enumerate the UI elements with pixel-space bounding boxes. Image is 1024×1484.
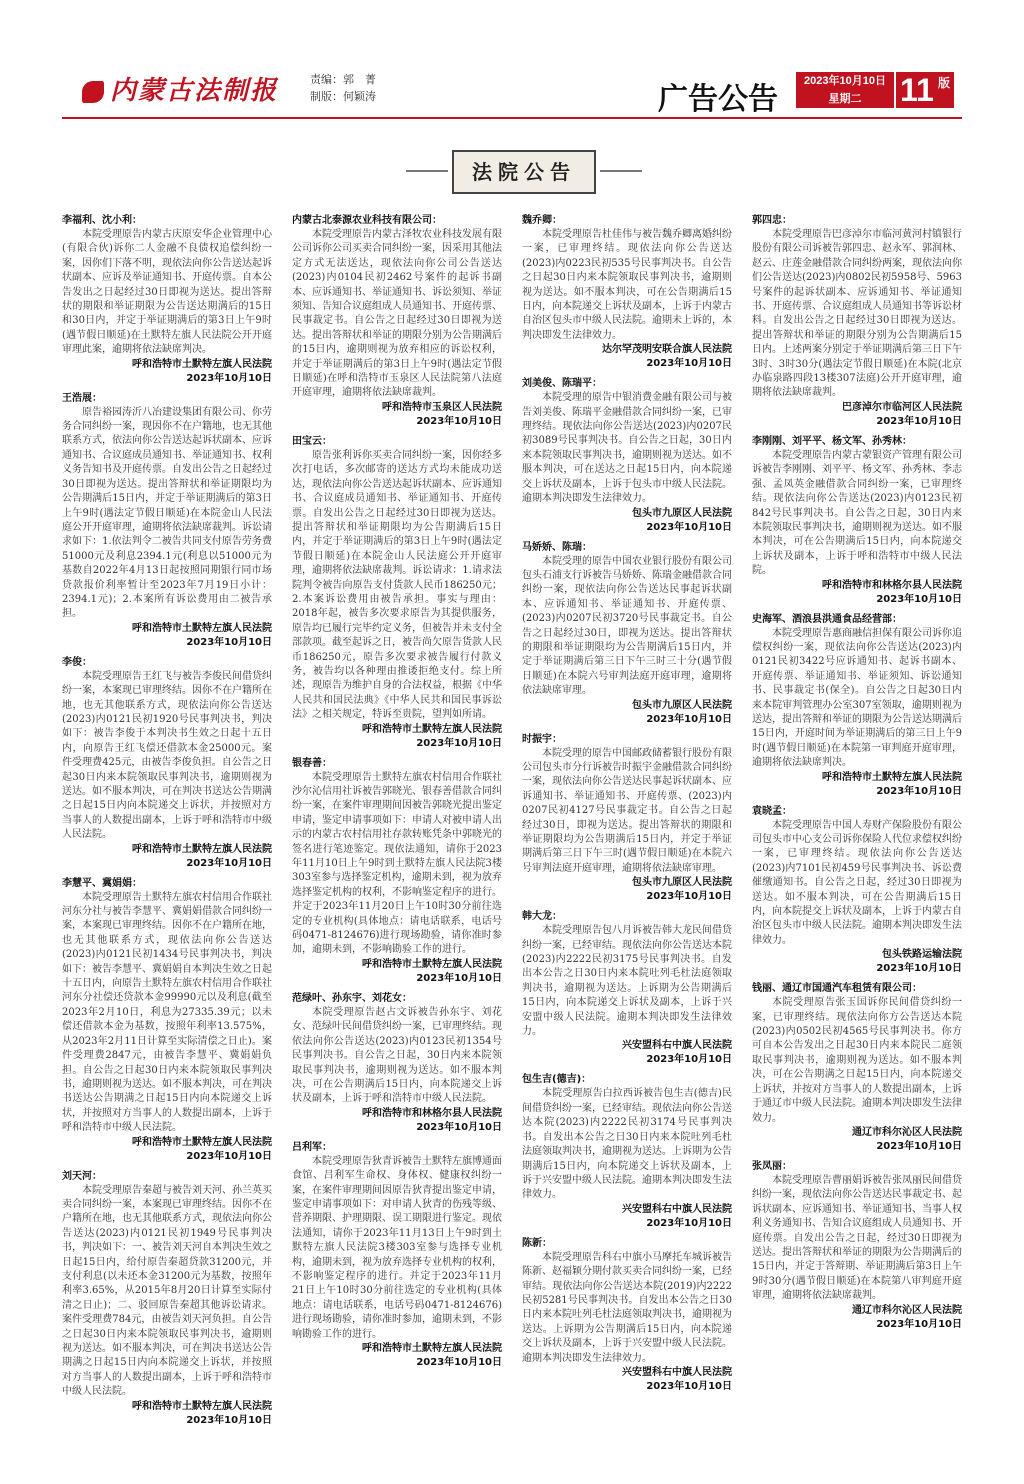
column-3	[522, 214, 732, 1464]
notice-party: 时振宇：	[522, 733, 562, 745]
date-box	[796, 72, 894, 108]
notice-date: 2023年10月10日	[416, 972, 502, 984]
notice-body: 本院受理原告王红飞与被告李俊民间借贷纠纷一案，本案现已审理终结。因你不在户籍所在地，也无其他联系方式，现依法向你公告送达(2023)内0121民初1920号民事判决书，判决如下：被告李俊于本判决书生效之日起十五日内，向原告王红飞偿还借款本金25000元。案件受理费425元，由被告李俊负担。自公告之日起30日内来本院领取民事判决书，逾期则视为送达。如不服本判决，可在判决书送达公告期满之日起15日内向本院递交上诉状，并按照对方当事人的人数提出副本，上诉于呼和浩特市中级人民法院。	[62, 670, 272, 841]
notice-body: 本院受理原告白拉西诉被告包生吉(德吉)民间借贷纠纷一案，已经审结。现依法向你公告送达本院(2023)内2222民初3174号民事判决书。自发出本公告之日30日内来本院吐列毛杜法庭领取判决书，逾期视为送达。上诉期为公告期满后15日内，向本院递交上诉状及副本，上诉于兴安盟中级人民法院。逾期本判决即发生法律效力。	[522, 1088, 732, 1201]
notice-court: 呼和浩特市和林格尔县人民法院	[822, 579, 962, 591]
notice-party: 史海军、酒浪县洪通食品经营部：	[752, 613, 902, 625]
notice-body: 本院受理原告狄青诉被告土默特左旗博通面食馆、吕利军生命权、身体权、健康权纠纷一案，在案件审理期间因原告狄青提出鉴定申请，鉴定申请事项如下：对申请人狄青的伤残等级、营养期限、护理期限、误工期限进行鉴定。现依法通知，请你于2023年11月13日上午9时到土默特左旗人民法院3楼303室参与选择专业机构，逾期未到，视为放弃选择专业机构的权利，不影响鉴定程序的进行。并定于2023年11月21日上午10时30分前往选定的专业机构(具体地点：请电话联系，电话号码0471-8124676)进行现场勘验，请你准时参加，逾期未到，不影响勘验工作的进行。	[292, 1155, 502, 1340]
court-notice	[62, 1170, 272, 1428]
court-notice	[522, 377, 732, 534]
notice-date: 2023年10月10日	[646, 1054, 732, 1066]
notice-party: 钱丽、通辽市国通汽车租赁有限公司：	[752, 983, 922, 995]
notice-date: 2023年10月10日	[646, 891, 732, 903]
court-notice	[292, 992, 502, 1135]
court-notice	[292, 1141, 502, 1370]
court-notice	[522, 910, 732, 1067]
notice-date: 2023年10月10日	[186, 372, 272, 384]
header-divider	[62, 117, 962, 119]
notice-date: 2023年10月10日	[186, 1150, 272, 1162]
notice-party: 李刚刚、刘平平、杨文军、孙秀林：	[752, 435, 912, 447]
editor-line: 责编：郭 菁	[310, 74, 376, 86]
court-notice	[292, 757, 502, 986]
section-banner: 法院公告	[452, 150, 596, 194]
notice-party: 王浩展：	[62, 392, 102, 404]
court-notice	[62, 392, 272, 650]
court-notice	[522, 1237, 732, 1394]
logo-emblem-icon	[82, 81, 104, 103]
section-title: 广告公告	[658, 82, 778, 117]
notice-court: 呼和浩特市土默特左旗人民法院	[132, 622, 272, 634]
notice-body: 本院受理的原告中银消费金融有限公司与被告刘美俊、陈瑞平金融借款合同纠纷一案，已审理终结。现依法向你公告送达(2023)内0207民初3089号民事判决书。自公告之日起，30日内来本院领取民事判决书，逾期则视为送达。如不服本判决，可在送达之日起15日内，向本院递交上诉状及副本，上诉于包头市中级人民法院。逾期本判决即发生法律效力。	[522, 392, 732, 505]
notice-party: 郭四忠：	[752, 215, 792, 226]
notice-court: 呼和浩特市土默特左旗人民法院	[132, 1136, 272, 1148]
notice-date: 2023年10月10日	[876, 415, 962, 427]
notice-body: 本院受理原告秦超与被告刘天河、孙兰英买卖合同纠纷一案，本案现已审理终结。因你不在户籍所在地，也无其他联系方式，现依法向你公告送达(2023)内0121民初1949号民事判决书，判决如下：一、被告刘天河自本判决生效之日起15日内，给付原告秦超贷款31200元，并支付利息(以未还本金31200元为基数，按照年利率3.65%，从2015年8月20日计算至实际付清之日止)；二、驳回原告秦超其他诉讼请求。案件受理费784元，由被告刘天河负担。自公告之日起30日内来本院领取民事判决书，逾期则视为送达。如不服本判决，可在判决书送达公告期满之日起15日内向本院递交上诉状，并按照对方当事人的人数提出副本，上诉于呼和浩特市中级人民法院。	[62, 1184, 272, 1398]
notice-party: 李慧平、冀娟娟：	[62, 877, 142, 889]
notice-body: 本院受理原告内蒙古蒙银资产管理有限公司诉被告李刚刚、刘平平、杨文军、孙秀林、李志强、孟凤英金融借款合同纠纷一案，已审理终结。现依法向你公告送达(2023)内0123民初842号民事判决书。自公告之日起，30日内来本院领取民事判决书，逾期则视为送达。如不服本判决，可在公告期满后15日内，向本院递交上诉状及副本，上诉于呼和浩特市中级人民法院。	[752, 449, 962, 577]
page-suffix: 版	[938, 76, 951, 90]
notice-party: 张凤丽：	[752, 1160, 792, 1172]
notice-court: 包头铁路运输法院	[882, 949, 962, 961]
notice-date: 2023年10月10日	[876, 593, 962, 605]
notice-date: 2023年10月10日	[416, 415, 502, 427]
notice-body: 本院受理原告科右中旗小马摩托车城诉被告陈新、赵福颖分期付款买卖合同纠纷一案，已经审结。现依法向你公告送达本院(2019)内2222民初5281号民事判决书。自发出本公告之日30日内来本院吐列毛杜法庭领取判决书，逾期视为送达。上诉期为公告期满后15日内，向本院递交上诉状及副本，上诉于兴安盟中级人民法院。逾期本判决即发生法律效力。	[522, 1251, 732, 1364]
notice-date: 2023年10月10日	[416, 737, 502, 749]
notice-court: 呼和浩特市土默特左旗人民法院	[132, 1400, 272, 1412]
notice-court: 包头市九原区人民法院	[632, 507, 732, 519]
court-notice	[292, 435, 502, 751]
notice-court: 呼和浩特市土默特左旗人民法院	[362, 723, 502, 735]
page-number: 11	[900, 72, 934, 108]
court-notice	[62, 877, 272, 1164]
notice-court: 通辽市科尔沁区人民法院	[852, 1126, 962, 1138]
notice-court: 兴安盟科右中旗人民法院	[622, 1040, 732, 1052]
court-notice	[522, 1073, 732, 1230]
notice-party: 李福利、沈小利：	[62, 215, 142, 226]
notice-body: 本院受理原告杜佳伟与被告魏乔卿离婚纠纷一案，已审理终结。现依法向你公告送达(2023)内0223民初535号民事判决书。自公告之日起30日内来本院领取民事判决书，逾期则视为送达。如不服本判决，可在公告期满后15日内，向本院递交上诉状及副本，上诉于内蒙古自治区包头市中级人民法院。逾期未上诉的，本判决即发生法律效力。	[522, 229, 732, 341]
notice-court: 呼和浩特市土默特左旗人民法院	[362, 1343, 502, 1354]
court-notice	[752, 1160, 962, 1332]
notice-court: 达尔罕茂明安联合旗人民法院	[602, 344, 732, 356]
court-notice	[752, 435, 962, 607]
issue-date: 2023年10月10日	[804, 75, 886, 87]
notice-date: 2023年10月10日	[646, 1217, 732, 1229]
notice-body: 本院受理的原告中国邮政储蓄银行股份有限公司包头市分行诉被告时振宇金融借款合同纠纷一案，现依法向你公告送达民事起诉状副本、应诉通知书、举证通知书、开庭传票、(2023)内0207民初4127号民事裁定书。自公告之日起经过30日，即视为送达。提出答辩状的期限和举证期限均为公告期满后15日内，并定于举证期满后第三日下午三时(遇节假日顺延)在本院六号审判法庭开庭审理，逾期将依法缺席审理。	[522, 747, 732, 874]
editor-credits	[310, 72, 376, 106]
notice-date: 2023年10月10日	[646, 713, 732, 725]
notice-court: 呼和浩特市玉泉区人民法院	[382, 401, 502, 413]
court-notice	[522, 214, 732, 371]
notice-body: 本院受理原告中国人寿财产保险股份有限公司包头市中心支公司诉你保险人代位求偿权纠纷一案，已审理终结。现依法向你公告送达(2023)内7101民初459号民事判决书、诉讼费催缴通知书。自公告之日起，经过30日即视为送达。如不服本判决，可在公告期满后15日内，向本院提交上诉状及副本，上诉于内蒙古自治区包头市中级人民法院。逾期本判决即发生法律效力。	[752, 819, 962, 946]
notice-date: 2023年10月10日	[646, 521, 732, 533]
masthead	[62, 66, 962, 118]
notice-party: 陈新：	[522, 1237, 552, 1249]
column-2	[292, 214, 502, 1464]
court-notice	[292, 214, 502, 429]
notice-party: 吕利军：	[292, 1141, 332, 1153]
notice-body: 本院受理原告惠商融信担保有限公司诉你追偿权纠纷一案，现依法向你公告送达(2023)内0121民初3422号应诉通知书、起诉书副本、开庭传票、举证通知书、举证须知、诉讼通知书、民事裁定书(保全)。自公告之日起30日内来本院审判管理办公室307室领取，逾期则视为送达，提出答辩和举证的期限为公告送达期满后15日内，开庭时间为举证期满后的第三日上午9时(遇节假日顺延)在本院第一审判庭开庭审理，逾期将依法缺席判决。	[752, 627, 962, 769]
court-notice	[752, 214, 962, 429]
producer-line: 制版：何颖涛	[310, 91, 376, 103]
page-number-box	[896, 72, 954, 108]
notice-body: 本院受理原告包八月诉被告韩大龙民间借贷纠纷一案，已经审结。现依法向你公告送达本院(2023)内2222民初3175号民事判决书。自发出本公告之日30日内来本院吐列毛杜法庭领取判决书，逾期视为送达。上诉期为公告期满后15日内，向本院递交上诉状及副本，上诉于兴安盟中级人民法院。逾期本判决即发生法律效力。	[522, 925, 732, 1038]
paper-name: 内蒙古法制报	[110, 76, 279, 106]
notice-party: 田宝云：	[292, 435, 332, 447]
notice-party: 李俊：	[62, 656, 92, 668]
notice-party: 马娇娇、陈瑞：	[522, 541, 592, 553]
notice-body: 本院受理原告内蒙古庆原安华企业管理中心(有限合伙)诉你二人金融不良债权追偿纠纷一案，因你们下落不明，现依法向你公告送达起诉状副本、应诉及举证通知书、开庭传票。自本公告发出之日起经过30日即视为送达。提出答辩状的期限和举证期限为公告送达期满后的15日和30日内，并定于举证期满后的第3日上午9时(遇节假日顺延)在土默特左旗人民法院公开开庭审理此案，逾期将依法缺席判决。	[62, 229, 272, 356]
notice-party: 范绿叶、孙东宇、刘花女：	[292, 992, 412, 1004]
notice-body: 本院受理原告赵占文诉被告孙东宇、刘花女、范绿叶民间借贷纠纷一案，已审理终结。现依法向你公告送达(2023)内0123民初1354号民事判决书。自公告之日起，30日内来本院领取民事判决书，逾期则视为送达。如不服本判决，可在公告期满后15日内，向本院递交上诉状及副本，上诉于呼和浩特市中级人民法院。	[292, 1006, 502, 1105]
notice-body: 本院受理原告土默特左旗农村信用合作联社河东分社与被告李慧平、冀娟娟借款合同纠纷一案，本案现已审理终结。因你不在户籍所在地，也无其他联系方式，现依法向你公告送达(2023)内0121民初1434号民事判决书，判决如下：被告李慧平、冀娟娟自本判决生效之日起十五日内，向原告土默特左旗农村信用合作联社河东分社偿还贷款本金99990元以及利息(截至2023年2月10日，利息为27335.39元；以未偿还借款本金为基数，按照年利率13.575%，从2023年2月11日计算至实际清偿之日止)。案件受理费2847元，由被告李慧平、冀娟娟负担。自公告之日起30日内来本院领取民事判决书，逾期则视为送达。如不服本判决，可在判决书送达公告期满之日起15日内向本院递交上诉状，并按照对方当事人的人数提出副本，上诉于呼和浩特市中级人民法院。	[62, 891, 272, 1134]
court-notice	[752, 805, 962, 977]
notice-court: 包头市九原区人民法院	[632, 877, 732, 889]
column-4	[752, 214, 962, 1464]
notice-court: 呼和浩特市和林格尔县人民法院	[362, 1107, 502, 1119]
notice-date: 2023年10月10日	[416, 1121, 502, 1133]
notice-court: 呼和浩特市土默特左旗人民法院	[132, 843, 272, 855]
court-notice	[62, 214, 272, 386]
notice-body: 原告裕园涛沂八冶建设集团有限公司、你劳务合同纠纷一案，现因你不在户籍地，也无其他联系方式，依法向你公告送达起诉状副本、应诉通知书、合议庭成员通知书、举证通知书、权利义务告知书及开庭传票。自发出公告之日起经过30日即视为送达。提出答辩状和举证期限均为公告期满后15日内，并定于举证期满后的第3日上午9时(遇法定节假日顺延)在本院金山人民法庭公开开庭审理，逾期将依法缺席裁判。诉讼请求如下：1.依法判令二被告共同支付原告劳务费51000元及利息2394.1元(利息以51000元为基数自2022年4月13日起按照同期银行同市场贷款报价利率暂计至2023年7月19日小计：2394.1元)；2.本案所有诉讼费用由二被告承担。	[62, 406, 272, 620]
notice-court: 呼和浩特市土默特左旗人民法院	[362, 958, 502, 970]
notice-court: 通辽市科尔沁区人民法院	[852, 1304, 962, 1316]
notice-date: 2023年10月10日	[876, 1318, 962, 1330]
notice-court: 兴安盟科右中旗人民法院	[622, 1203, 732, 1215]
notice-date: 2023年10月10日	[876, 1140, 962, 1152]
notice-party: 袁晓孟：	[752, 805, 792, 817]
notice-body: 本院受理的原告中国农业银行股份有限公司包头石浦支行诉被告马娇娇、陈瑞金融借款合同纠纷一案，现依法向你公告送达民事起诉状副本、应诉通知书、举证通知书、开庭传票、(2023)内0207民初3720号民事裁定书。自公告之日起经过30日，即视为送达。提出答辩状的期限和举证期限均为公告期满后15日内，并定于举证期满后第三日下午三时三十分(遇节假日顺延)在本院六号审判法庭开庭审理，逾期将依法缺席审理。	[522, 555, 732, 697]
paper-logo	[82, 70, 278, 107]
notice-court: 兴安盟科右中旗人民法院	[622, 1366, 732, 1378]
court-notice	[522, 733, 732, 905]
notice-body: 原告张利诉你买卖合同纠纷一案，因你经多次打电话，多次邮寄的送达方式均未能成功送达，现依法向你公告送达起诉状副本、应诉通知书、合议庭成员通知书、举证通知书、开庭传票。自发出公告之日起经过30日即视为送达。提出答辩状和举证期限均为公告期满后15日内，并定于举证期满后的第3日上午9时(遇法定节假日顺延)在本院金山人民法庭公开开庭审理，逾期将依法缺席裁判。诉讼请求：1.请求法院判令被告向原告支付货款人民币186250元；2.本案诉讼费用由被告承担。事实与理由：2018年起，被告多次要求原告为其提供服务，原告均已履行完毕约定义务，但被告并未支付全部款项。截至起诉之日，被告尚欠原告货款人民币186250元，原告多次要求被告履行付款义务，被告均以各种理由推诿拒绝支付。综上所述，现原告为维护自身的合法权益，根据《中华人民共和国民法典》《中华人民共和国民事诉讼法》之相关规定，特诉至贵院，望判如所请。	[292, 449, 502, 721]
notice-party: 银春善：	[292, 757, 332, 769]
notice-columns	[62, 214, 962, 1464]
notice-party: 韩大龙：	[522, 911, 562, 923]
notice-date: 2023年10月10日	[186, 1414, 272, 1426]
notice-date: 2023年10月10日	[646, 358, 732, 370]
notice-party: 刘美俊、陈瑞平：	[522, 378, 602, 390]
notice-body: 本院受理原告内蒙古泽牧农业科技发展有限公司诉你公司买卖合同纠纷一案，因采用其他法定方式无法送达，现依法向你公司公告送达(2023)内0104民初2462号案件的起诉书副本、应诉通知书、举证通知书、诉讼须知、举证须知、告知合议庭组成人员通知书、开庭传票、民事裁定书。自公告之日起经过30日即视为送达。提出答辩状和举证的期限分别为公告期满后的15日内，逾期则视为放弃相应的诉讼权利，并定于举证期满后的第3日上午9时(遇法定节假日顺延)在呼和浩特市玉泉区人民法院第八法庭开庭审理，逾期将依法缺席裁判。	[292, 229, 502, 399]
issue-weekday: 星期二	[828, 93, 862, 105]
notice-body: 本院受理原告张玉国诉你民间借贷纠纷一案，已审理终结。现依法向你方公告送达本院(2023)内0502民初4565号民事判决书。你方可自本公告发出之日起30日内来本院民二庭领取民事判决书，逾期则视为送达。如不服本判决，可在公告期满之日起15日内，向本院递交上诉状，并按对方当事人的人数提出副本，上诉于通辽市中级人民法院。逾期本判决即发生法律效力。	[752, 997, 962, 1124]
notice-date: 2023年10月10日	[186, 636, 272, 648]
notice-party: 魏乔卿：	[522, 215, 562, 226]
column-1	[62, 214, 272, 1464]
court-notice	[752, 613, 962, 799]
court-notice	[752, 982, 962, 1154]
notice-date: 2023年10月10日	[186, 857, 272, 869]
notice-court: 包头市九原区人民法院	[632, 699, 732, 711]
court-notice	[62, 656, 272, 871]
notice-body: 本院受理原告巴彦淖尔市临河黄河村镇银行股份有限公司诉被告郭四忠、赵永军、郭润林、赵云、庄莲金融借款合同纠纷两案，现依法向你们公告送达(2023)内0802民初5958号、5963号案件的起诉状副本、应诉通知书、举证通知书、开庭传票、合议庭组成人员通知书等诉讼材料。自发出公告之日起经过30日即视为送达。提出答辩状和举证的期限分别为公告期满后15日内。上述两案分别定于举证期满后第三日下午3时、3时30分(遇法定节假日顺延)在本院(北京办临泉路四段13楼307法庭)公开开庭审理，逾期将依法缺席裁判。	[752, 229, 962, 399]
notice-date: 2023年10月10日	[646, 1380, 732, 1392]
court-notice	[522, 541, 732, 727]
notice-body: 本院受理原告土默特左旗农村信用合作联社沙尔沁信用社诉被告郭晓光、银春善借款合同纠纷一案，在案件审理期间因被告郭晓光提出鉴定申请，鉴定申请事项如下：申请人对被申请人出示的内蒙古农村信用社存款转账凭条中郭晓光的签名进行笔迹鉴定。现依法通知，请你于2023年11月10日上午9时到土默特左旗人民法院3楼303室参与选择鉴定机构，逾期未到，视为放弃选择鉴定机构的权利，不影响鉴定程序的进行。并定于2023年11月20日上午10时30分前往选定的专业机构(具体地点：请电话联系，电话号码0471-8124676)进行现场勘验，请你准时参加，逾期未到，不影响勘验工作的进行。	[292, 771, 502, 956]
notice-court: 巴彦淖尔市临河区人民法院	[842, 401, 962, 413]
notice-date: 2023年10月10日	[416, 1357, 502, 1368]
notice-date: 2023年10月10日	[876, 785, 962, 797]
notice-body: 本院受理原告曹丽娟诉被告张凤丽民间借贷纠纷一案，现依法向你公告送达民事裁定书、起诉状副本、应诉通知书、举证通知书、当事人权利义务通知书、告知合议庭组成人员通知书、开庭传票。自发出公告之日起，经过30日即视为送达。提出答辩状和举证的期限为公告期满后的15日内，并定于答辩期、举证期满后第3日上午9时30分(遇节假日顺延)在本院第八审判庭开庭审理，逾期将依法缺席裁判。	[752, 1174, 962, 1302]
notice-party: 刘天河：	[62, 1170, 102, 1182]
notice-party: 包生吉(德吉)：	[522, 1074, 592, 1086]
notice-date: 2023年10月10日	[876, 963, 962, 975]
notice-court: 呼和浩特市土默特左旗人民法院	[822, 771, 962, 783]
notice-party: 内蒙古北泰源农业科技有限公司：	[292, 215, 442, 226]
notice-court: 呼和浩特市土默特左旗人民法院	[132, 358, 272, 370]
